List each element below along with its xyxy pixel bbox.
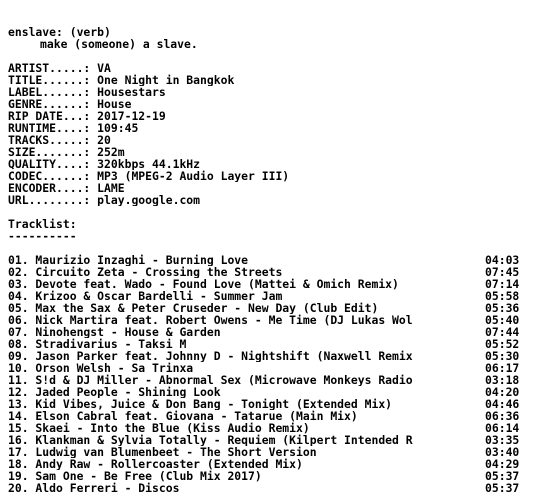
track-time: 03:35 [485, 433, 520, 447]
track-row [8, 434, 528, 446]
track-row [8, 386, 528, 398]
track-title: 14. Elson Cabral feat. Giovana - Tatarue (Main Mix) [8, 410, 358, 422]
track-time: 07:45 [485, 265, 520, 279]
track-title: 12. Jaded People - Shining Look [8, 386, 221, 398]
tracklist-separator: ---------- [8, 230, 77, 242]
track-title: 17. Ludwig van Blumenbeet - The Short Version [8, 446, 317, 458]
track-time: 05:36 [485, 301, 520, 315]
track-time: 03:18 [485, 373, 520, 387]
track-row [8, 482, 528, 494]
track-title: 19. Sam One - Be Free (Club Mix 2017) [8, 470, 262, 482]
tracklist [8, 254, 528, 494]
info-genre: GENRE......: House [8, 98, 132, 110]
track-title: 02. Circuito Zeta - Crossing the Streets [8, 266, 283, 278]
track-row [8, 314, 528, 326]
tracklist-heading: Tracklist: [8, 218, 77, 230]
track-time: 06:14 [485, 421, 520, 435]
track-title: 11. S!d & DJ Miller - Abnormal Sex (Microwave Monkeys Radio [8, 374, 413, 386]
info-size: SIZE.......: 252m [8, 146, 125, 158]
info-tracks: TRACKS.....: 20 [8, 134, 111, 146]
track-time: 05:37 [485, 469, 520, 483]
track-title: 06. Nick Martira feat. Robert Owens - Me Time (DJ Lukas Wol [8, 314, 413, 326]
track-row [8, 326, 528, 338]
track-time: 05:40 [485, 313, 520, 327]
blank-line [8, 242, 528, 254]
track-row [8, 458, 528, 470]
track-title: 03. Devote feat. Wado - Found Love (Mattei & Omich Remix) [8, 278, 399, 290]
blank-line [8, 50, 528, 62]
track-row [8, 278, 528, 290]
track-time: 04:20 [485, 385, 520, 399]
track-time: 05:58 [485, 289, 520, 303]
track-row [8, 374, 528, 386]
release-info [8, 62, 528, 206]
track-time: 06:17 [485, 361, 520, 375]
track-row [8, 290, 528, 302]
info-runtime: RUNTIME....: 109:45 [8, 122, 139, 134]
info-url: URL........: play.google.com [8, 194, 201, 206]
definition-meaning: make (someone) a slave. [40, 38, 198, 50]
track-title: 13. Kid Vibes, Juice & Don Bang - Tonight (Extended Mix) [8, 398, 393, 410]
info-encoder: ENCODER....: LAME [8, 182, 125, 194]
track-row [8, 338, 528, 350]
track-row [8, 422, 528, 434]
info-label: LABEL......: Housestars [8, 86, 166, 98]
track-title: 15. Skaei - Into the Blue (Kiss Audio Remix) [8, 422, 310, 434]
track-time: 04:29 [485, 457, 520, 471]
track-time: 04:03 [485, 253, 520, 267]
info-codec: CODEC......: MP3 (MPEG-2 Audio Layer III) [8, 170, 290, 182]
track-title: 10. Orson Welsh - Sa Trinxa [8, 362, 194, 374]
track-title: 07. Ninohengst - House & Garden [8, 326, 221, 338]
track-time: 07:44 [485, 325, 520, 339]
track-title: 09. Jason Parker feat. Johnny D - Nightshift (Naxwell Remix [8, 350, 413, 362]
track-row [8, 446, 528, 458]
track-title: 08. Stradivarius - Taksi M [8, 338, 187, 350]
track-time: 06:36 [485, 409, 520, 423]
track-title: 20. Aldo Ferreri - Discos [8, 482, 180, 494]
track-row [8, 470, 528, 482]
track-time: 07:14 [485, 277, 520, 291]
track-row [8, 266, 528, 278]
track-title: 18. Andy Raw - Rollercoaster (Extended Mix) [8, 458, 303, 470]
track-time: 03:40 [485, 445, 520, 459]
blank-line [8, 206, 528, 218]
track-title: 05. Max the Sax & Peter Cruseder - New Day (Club Edit) [8, 302, 379, 314]
track-row [8, 362, 528, 374]
track-time: 05:30 [485, 349, 520, 363]
track-row [8, 398, 528, 410]
track-time: 05:37 [485, 481, 520, 495]
track-title: 04. Krizoo & Oscar Bardelli - Summer Jam [8, 290, 283, 302]
info-artist: ARTIST.....: VA [8, 62, 111, 74]
track-row [8, 350, 528, 362]
info-quality: QUALITY....: 320kbps 44.1kHz [8, 158, 201, 170]
info-rip-date: RIP DATE...: 2017-12-19 [8, 110, 166, 122]
track-row [8, 302, 528, 314]
track-title: 16. Klankman & Sylvia Totally - Requiem (Kilpert Intended R [8, 434, 413, 446]
track-row [8, 410, 528, 422]
track-time: 04:46 [485, 397, 520, 411]
track-row [8, 254, 528, 266]
track-title: 01. Maurizio Inzaghi - Burning Love [8, 254, 249, 266]
nfo-document [8, 26, 528, 494]
definition-term: enslave: (verb) [8, 26, 111, 38]
info-title: TITLE......: One Night in Bangkok [8, 74, 235, 86]
track-time: 05:52 [485, 337, 520, 351]
